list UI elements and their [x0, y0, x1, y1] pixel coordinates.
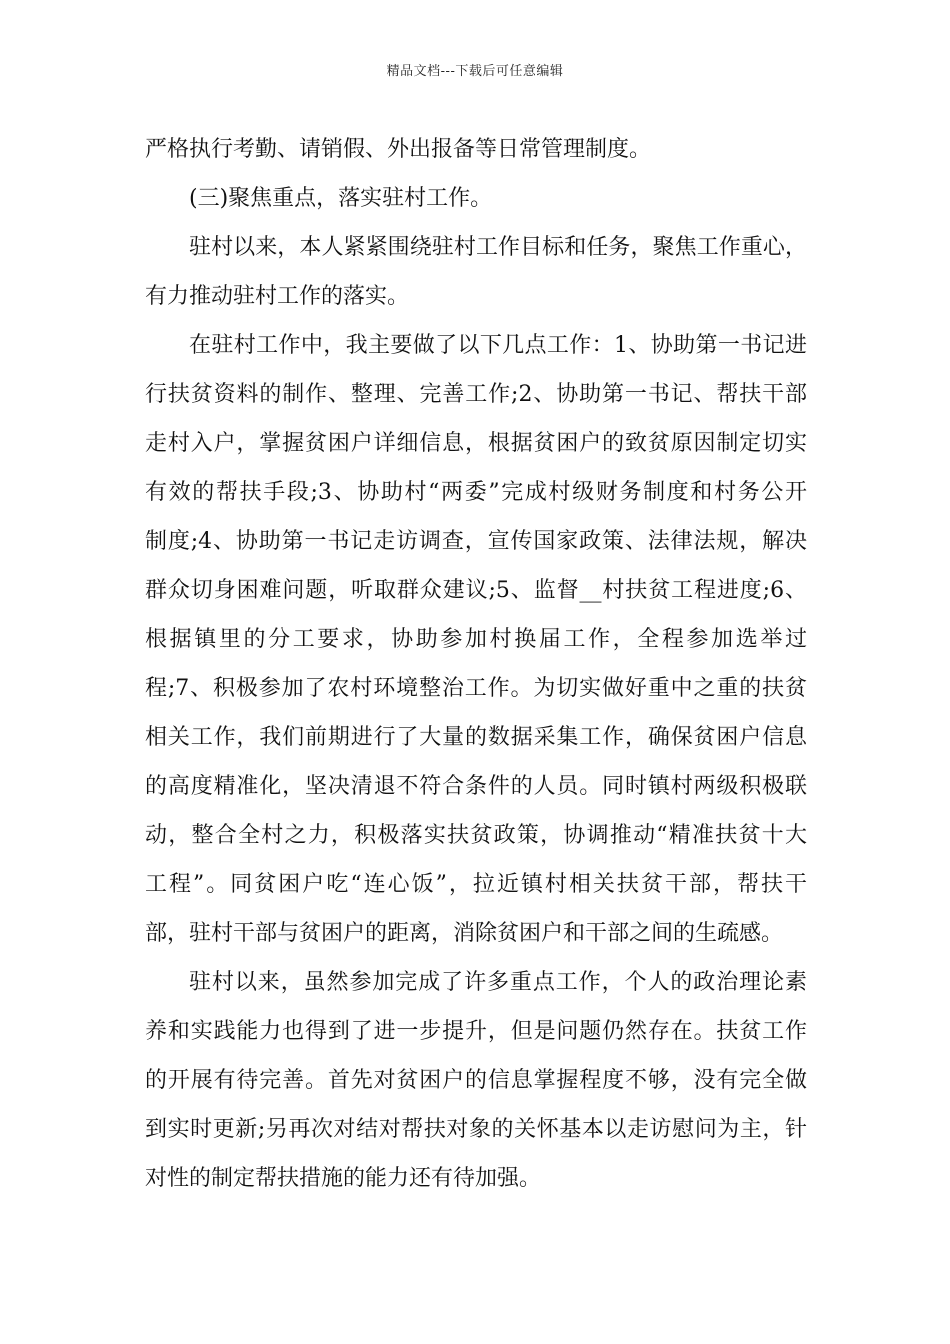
paragraph-attendance-rules	[145, 125, 807, 174]
text-line: 走村入户，掌握贫困户详细信息，根据贫困户的致贫原因制定切实	[145, 431, 807, 456]
text-line: 对性的制定帮扶措施的能力还有待加强。	[145, 1166, 542, 1191]
text-line: 相关工作，我们前期进行了大量的数据采集工作，确保贫困户信息	[145, 725, 807, 750]
page-header: 精品文档---下载后可任意编辑	[386, 64, 564, 79]
text-line: 有力推动驻村工作的落实。	[145, 284, 410, 309]
text-line: 行扶贫资料的制作、整理、完善工作;2、协助第一书记、帮扶干部	[145, 382, 807, 407]
text-line: 严格执行考勤、请销假、外出报备等日常管理制度。	[145, 137, 652, 162]
text-line: 驻村以来，本人紧紧围绕驻村工作目标和任务，聚焦工作重心，	[189, 235, 807, 260]
text-line: 驻村以来，虽然参加完成了许多重点工作，个人的政治理论素	[189, 970, 807, 995]
text-line: 群众切身困难问题，听取群众建议;5、监督__村扶贫工程进度;6、	[145, 578, 807, 603]
text-line: (三)聚焦重点，落实驻村工作。	[189, 186, 493, 211]
text-line: 部，驻村干部与贫困户的距离，消除贫困户和干部之间的生疏感。	[145, 921, 784, 946]
text-line: 动，整合全村之力，积极落实扶贫政策，协调推动“精准扶贫十大	[145, 823, 807, 848]
text-line: 程;7、积极参加了农村环境整治工作。为切实做好重中之重的扶贫	[145, 676, 807, 701]
paragraph-work-items	[145, 321, 807, 958]
text-line: 有效的帮扶手段;3、协助村“两委”完成村级财务制度和村务公开	[145, 480, 807, 505]
text-line: 的高度精准化，坚决清退不符合条件的人员。同时镇村两级积极联	[145, 774, 807, 799]
text-line: 工程”。同贫困户吃“连心饭”，拉近镇村相关扶贫干部，帮扶干	[145, 872, 807, 897]
paragraph-problems	[145, 958, 807, 1203]
text-line: 在驻村工作中，我主要做了以下几点工作：1、协助第一书记进	[189, 333, 807, 358]
text-line: 养和实践能力也得到了进一步提升，但是问题仍然存在。扶贫工作	[145, 1019, 807, 1044]
text-line: 到实时更新;另再次对结对帮扶对象的关怀基本以走访慰问为主，针	[145, 1117, 807, 1142]
text-line: 根据镇里的分工要求，协助参加村换届工作，全程参加选举过	[145, 627, 807, 652]
document-body	[145, 125, 807, 1203]
paragraph-work-goals	[145, 223, 807, 321]
text-line: 制度;4、协助第一书记走访调查，宣传国家政策、法律法规，解决	[145, 529, 807, 554]
text-line: 的开展有待完善。首先对贫困户的信息掌握程度不够，没有完全做	[145, 1068, 807, 1093]
section-heading-focus	[145, 174, 807, 223]
